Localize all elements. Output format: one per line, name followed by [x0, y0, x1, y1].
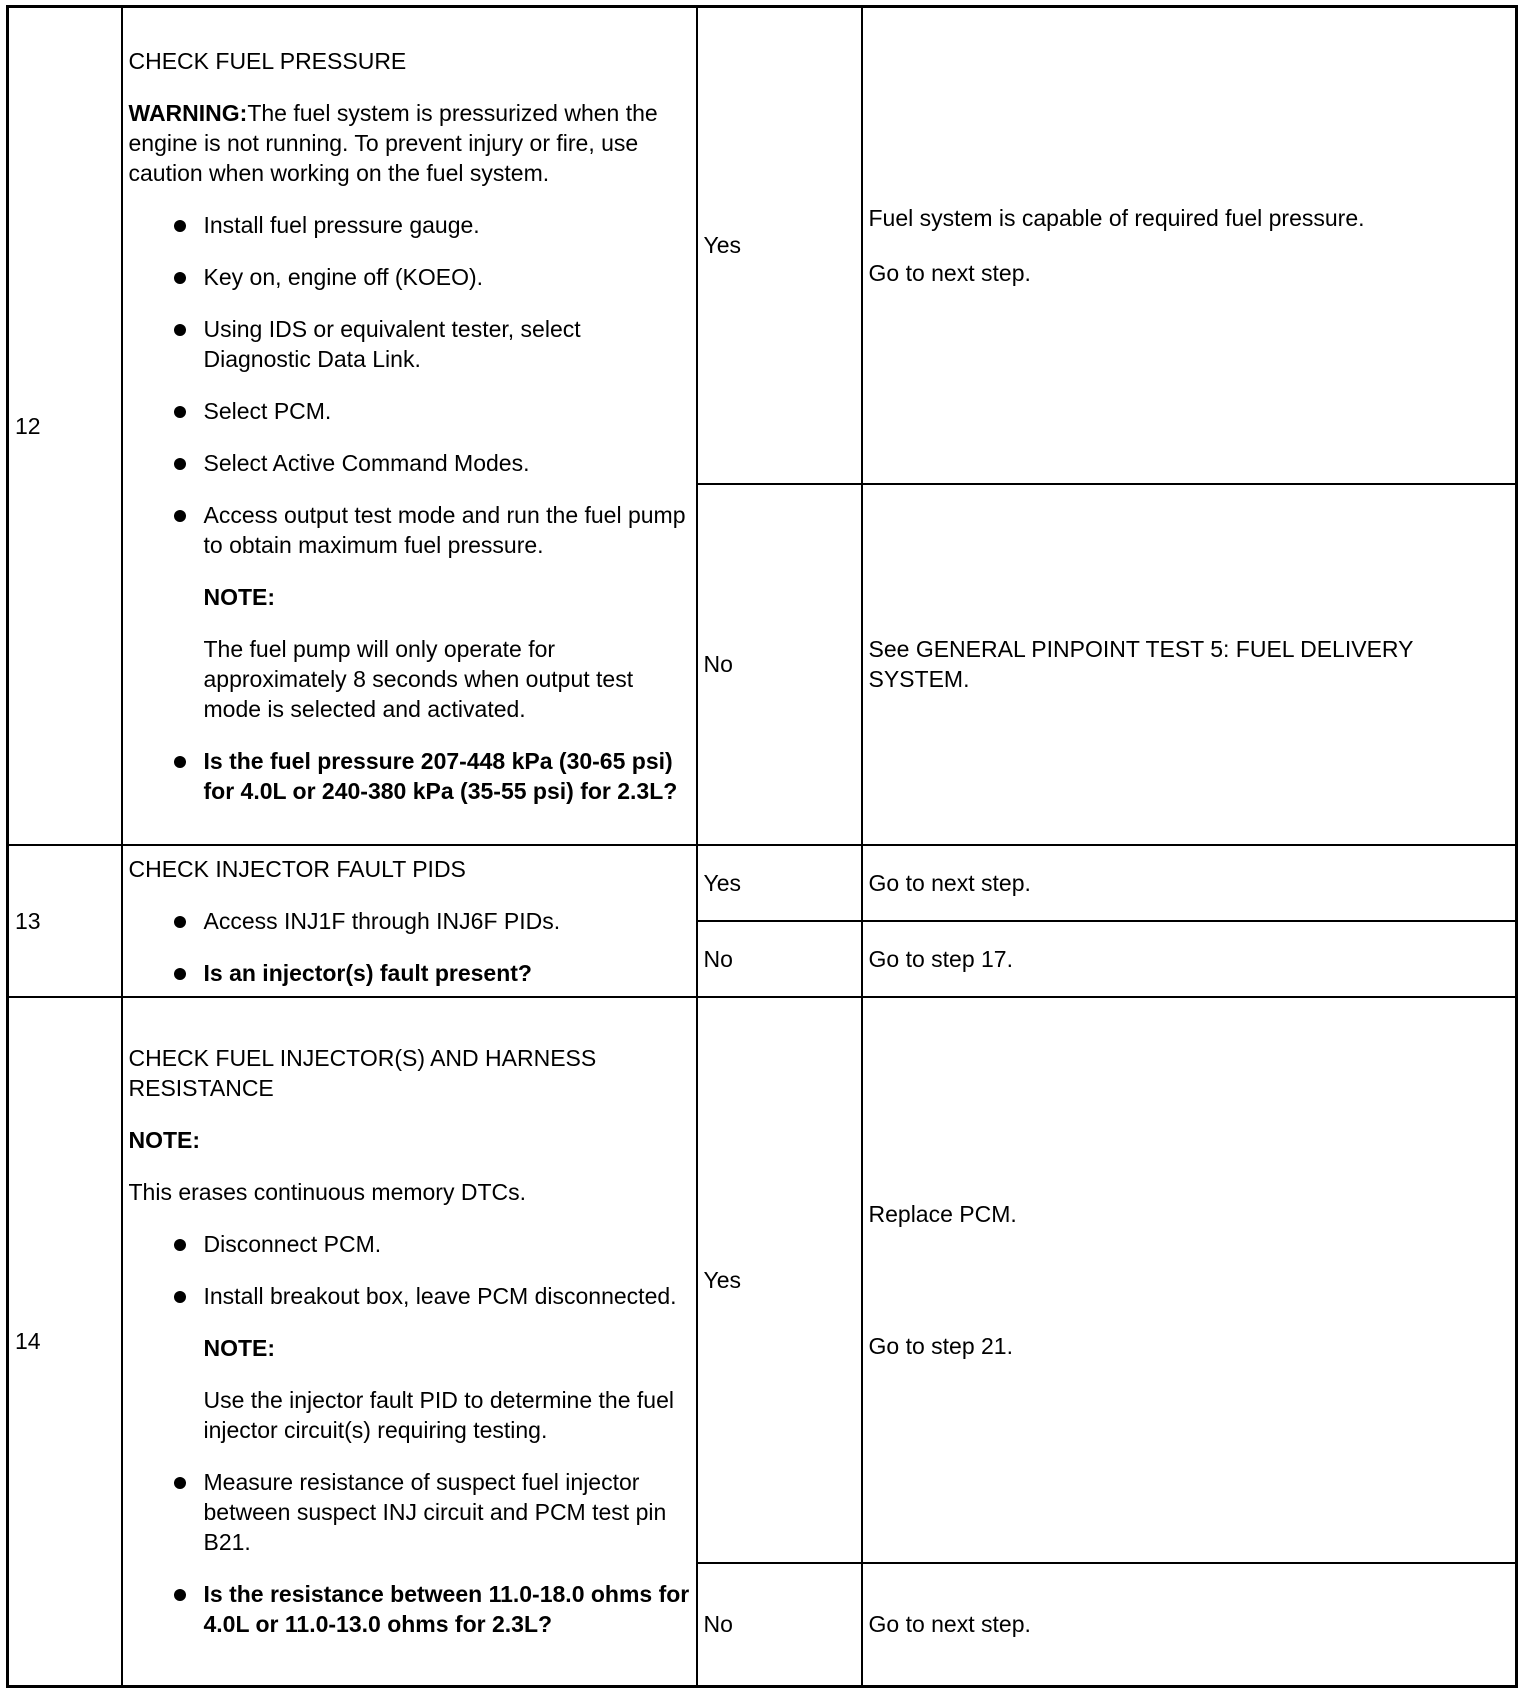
step-number: 13	[8, 845, 122, 997]
bullet-text: Measure resistance of suspect fuel injector between suspect INJ circuit and PCM test pin B21.	[203, 1469, 667, 1556]
action-yes	[862, 997, 1517, 1563]
note-block	[204, 1333, 690, 1445]
bullet-text: Select PCM.	[203, 397, 332, 424]
note-label: NOTE:	[203, 1335, 276, 1362]
action-no: Go to next step.	[862, 1563, 1517, 1687]
question-item	[129, 958, 690, 988]
answer-no: No	[697, 484, 862, 845]
bullet-item	[129, 1467, 690, 1557]
step-14-row-yes	[8, 997, 1517, 1563]
spacer	[869, 1229, 1510, 1331]
answer-yes: Yes	[697, 997, 862, 1563]
bullet-dot-icon	[174, 968, 186, 980]
step-14-content	[122, 997, 697, 1687]
step-number: 12	[8, 7, 122, 845]
action-yes	[862, 7, 1517, 484]
bullet-dot-icon	[174, 1239, 186, 1251]
bullet-dot-icon	[174, 1291, 186, 1303]
step-title: CHECK INJECTOR FAULT PIDS	[128, 855, 466, 882]
bullet-item	[129, 210, 690, 240]
action-no: See GENERAL PINPOINT TEST 5: FUEL DELIVERY SYSTEM.	[862, 484, 1517, 845]
bullet-text: Key on, engine off (KOEO).	[203, 263, 484, 290]
action-text: Go to next step.	[868, 259, 1031, 286]
action-yes: Go to next step.	[862, 845, 1517, 921]
question-item	[129, 746, 690, 806]
bullet-dot-icon	[174, 324, 186, 336]
answer-yes: Yes	[697, 845, 862, 921]
bullet-text: Access INJ1F through INJ6F PIDs.	[203, 907, 561, 934]
bullet-item	[129, 1281, 690, 1445]
warning-text: The fuel system is pressurized when the engine is not running. To prevent injury or fire, use caution when working on the fuel system.	[128, 99, 658, 186]
warning-label: WARNING:	[128, 99, 248, 126]
bullet-dot-icon	[174, 510, 186, 522]
bullet-text: Access output test mode and run the fuel pump to obtain maximum fuel pressure.	[203, 501, 686, 558]
bullet-dot-icon	[174, 1589, 186, 1601]
bullet-item	[129, 448, 690, 478]
action-text: Replace PCM.	[868, 1200, 1017, 1227]
question-item	[129, 1579, 690, 1639]
note-label: NOTE:	[128, 1127, 201, 1154]
bullet-dot-icon	[174, 406, 186, 418]
bullet-item	[129, 396, 690, 426]
note-text: This erases continuous memory DTCs.	[128, 1179, 527, 1206]
diagnostic-table	[6, 5, 1518, 1688]
bullet-text: Using IDS or equivalent tester, select Diagnostic Data Link.	[203, 315, 581, 372]
answer-no: No	[697, 1563, 862, 1687]
step-title: CHECK FUEL INJECTOR(S) AND HARNESS RESISTANCE	[128, 1045, 597, 1102]
step-13-row-yes	[8, 845, 1517, 921]
bullet-text: Install breakout box, leave PCM disconnected.	[203, 1283, 677, 1310]
step-13-content	[122, 845, 697, 997]
bullet-dot-icon	[174, 1477, 186, 1489]
question-text: Is an injector(s) fault present?	[203, 959, 532, 986]
action-no: Go to step 17.	[862, 921, 1517, 997]
warning	[129, 98, 690, 188]
bullet-dot-icon	[174, 916, 186, 928]
action-text: Go to step 21.	[868, 1332, 1013, 1359]
note-label: NOTE:	[203, 583, 276, 610]
step-12-row-yes	[8, 7, 1517, 484]
bullet-text: Install fuel pressure gauge.	[203, 211, 480, 238]
bullet-dot-icon	[174, 458, 186, 470]
step-bullets	[129, 1229, 690, 1639]
bullet-dot-icon	[174, 272, 186, 284]
step-title: CHECK FUEL PRESSURE	[128, 47, 407, 74]
bullet-dot-icon	[174, 756, 186, 768]
spacer	[869, 233, 1510, 258]
note-text: Use the injector fault PID to determine the fuel injector circuit(s) requiring testing.	[203, 1387, 674, 1444]
bullet-item	[129, 906, 690, 936]
bullet-item	[129, 1229, 690, 1259]
bullet-item	[129, 262, 690, 292]
step-bullets	[129, 906, 690, 988]
step-bullets	[129, 210, 690, 806]
bullet-dot-icon	[174, 220, 186, 232]
note-text: The fuel pump will only operate for approximately 8 seconds when output test mode is selected and activated.	[203, 635, 634, 722]
bullet-item	[129, 500, 690, 724]
bullet-text: Disconnect PCM.	[203, 1231, 382, 1258]
question-text: Is the resistance between 11.0-18.0 ohms for 4.0L or 11.0-13.0 ohms for 2.3L?	[203, 1581, 690, 1638]
note-block	[204, 582, 690, 724]
answer-no: No	[697, 921, 862, 997]
question-text: Is the fuel pressure 207-448 kPa (30-65 psi) for 4.0L or 240-380 kPa (35-55 psi) for 2.3L?	[203, 747, 678, 804]
answer-yes: Yes	[697, 7, 862, 484]
bullet-text: Select Active Command Modes.	[203, 449, 530, 476]
step-12-content	[122, 7, 697, 845]
step-number: 14	[8, 997, 122, 1687]
action-text: Fuel system is capable of required fuel pressure.	[868, 204, 1365, 231]
bullet-item	[129, 314, 690, 374]
